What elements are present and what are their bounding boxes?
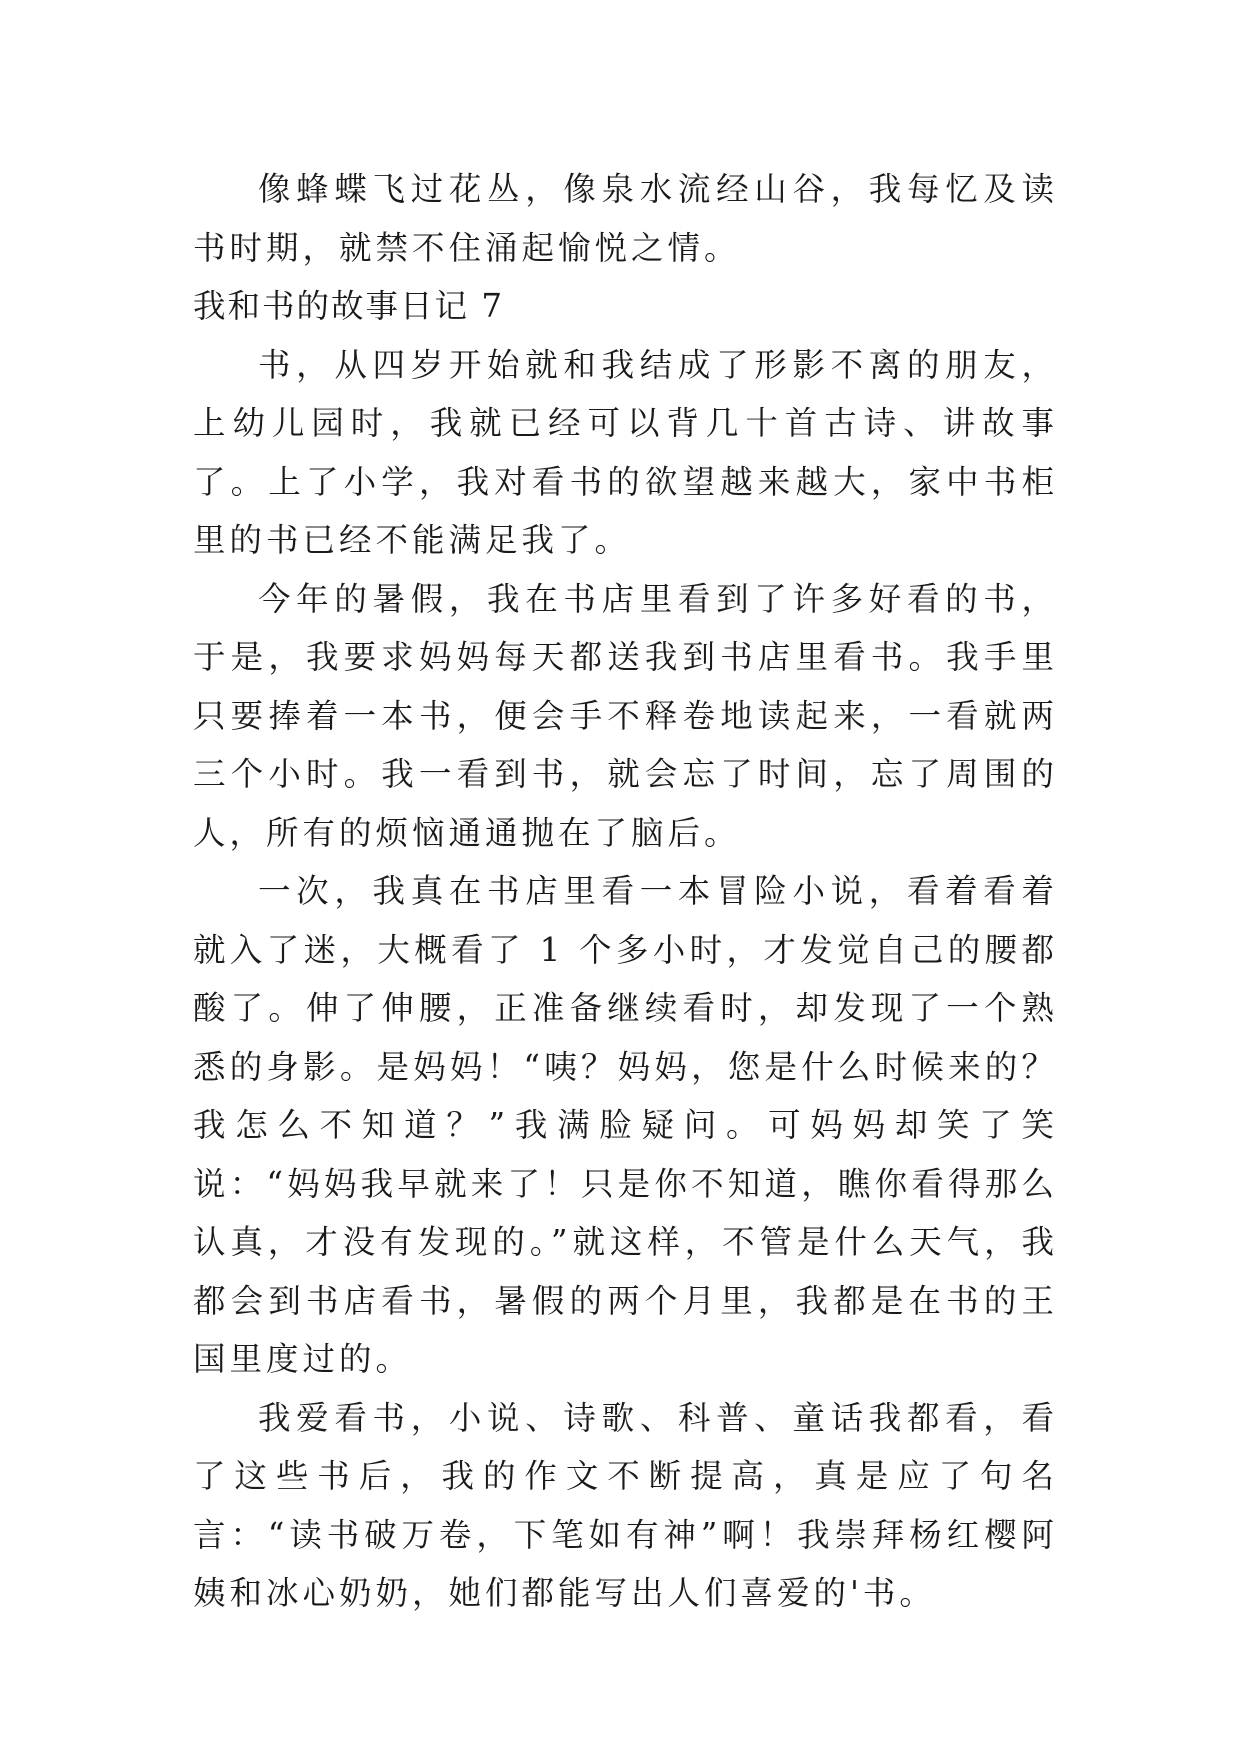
paragraph-4: 我爱看书，小说、诗歌、科普、童话我都看，看了这些书后，我的作文不断提高，真是应了句名言：“读书破万卷，下笔如有神”啊！我崇拜杨红樱阿姨和冰心奶奶，她们都能写出人们喜爱的'书。 xyxy=(193,1398,1058,1612)
section-title: 我和书的故事日记 7 xyxy=(193,287,505,325)
paragraph-intro: 像蜂蝶飞过花丛，像泉水流经山谷，我每忆及读书时期，就禁不住涌起愉悦之情。 xyxy=(193,170,1058,267)
paragraph-1: 书，从四岁开始就和我结成了形影不离的朋友，上幼儿园时，我就已经可以背几十首古诗、讲故事了。上了小学，我对看书的欲望越来越大，家中书柜里的书已经不能满足我了。 xyxy=(193,345,1058,559)
paragraph-3: 一次，我真在书店里看一本冒险小说，看着看着就入了迷，大概看了 1 个多小时，才发觉自己的腰都酸了。伸了伸腰，正准备继续看时，却发现了一个熟悉的身影。是妈妈！“咦？妈妈，您是什么时候来的？我怎么不知道？”我满脸疑问。可妈妈却笑了笑说：“妈妈我早就来了！只是你不知道，瞧你看得那么认真，才没有发现的。”就这样，不管是什么天气，我都会到书店看书，暑假的两个月里，我都是在书的王国里度过的。 xyxy=(193,872,1058,1378)
paragraph-2: 今年的暑假，我在书店里看到了许多好看的书，于是，我要求妈妈每天都送我到书店里看书。我手里只要捧着一本书，便会手不释卷地读起来，一看就两三个小时。我一看到书，就会忘了时间，忘了周围的人，所有的烦恼通通抛在了脑后。 xyxy=(193,579,1058,852)
document-body xyxy=(193,160,1058,1623)
